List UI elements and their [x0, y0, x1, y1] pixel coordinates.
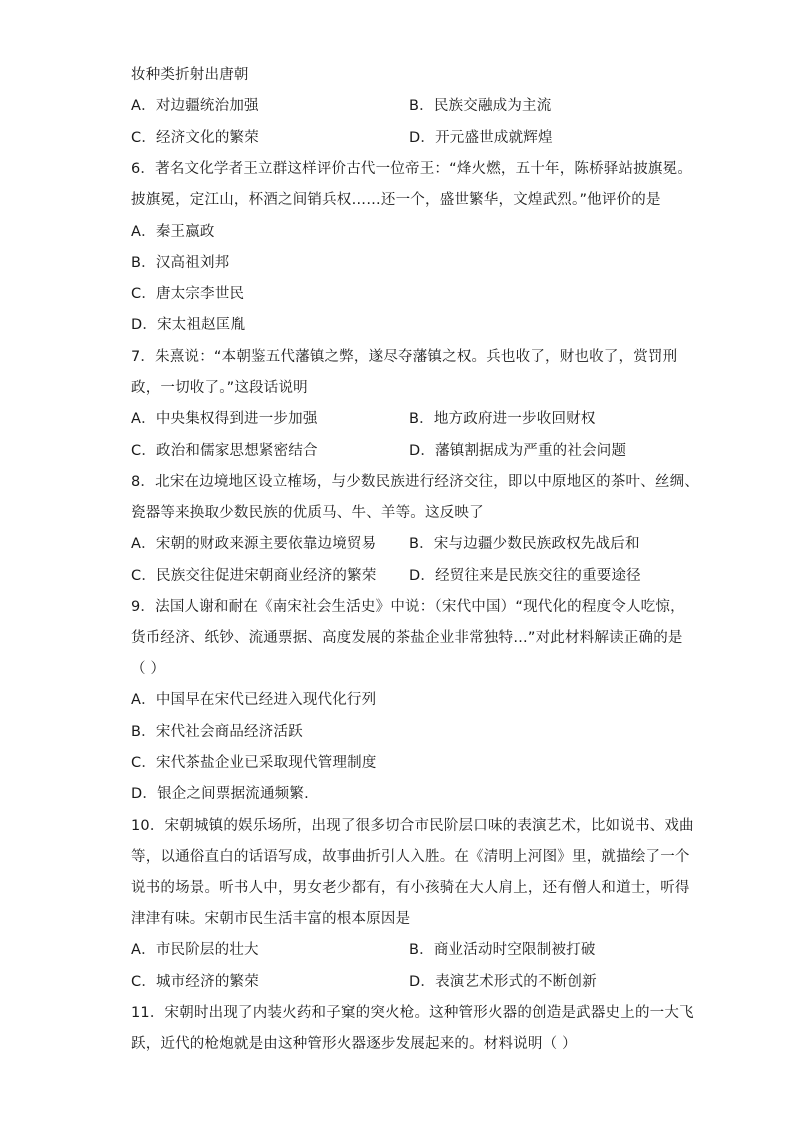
question-10-option-c: C．城市经济的繁荣	[131, 974, 259, 990]
question-10-stem-line-3: 说书的场景。听书人中，男女老少都有，有小孩骑在大人肩上，还有僧人和道士，听得	[131, 880, 690, 896]
question-10-stem-line-1: 10．宋朝城镇的娱乐场所，出现了很多切合市民阶层口味的表演艺术，比如说书、戏曲	[131, 818, 694, 834]
question-11-stem-line-2: 跃，近代的枪炮就是由这种管形火器逐步发展起来的。材料说明（ ）	[131, 1036, 577, 1052]
question-8-option-d: D．经贸往来是民族交往的重要途径	[409, 568, 641, 584]
question-7-option-b: B．地方政府进一步收回财权	[409, 411, 596, 427]
question-10-option-d: D．表演艺术形式的不断创新	[409, 974, 597, 990]
question-9-stem-line-2: 货币经济、纸钞、流通票据、高度发展的茶盐企业非常独特…”对此材料解读正确的是	[131, 630, 683, 646]
question-5-option-d: D．开元盛世成就辉煌	[409, 130, 553, 146]
question-9-stem-line-1: 9．法国人谢和耐在《南宋社会生活史》中说：（宋代中国）“现代化的程度令人吃惊，	[131, 599, 685, 615]
question-8-stem-line-1: 8．北宋在边境地区设立榷场，与少数民族进行经济交往，即以中原地区的茶叶、丝绸、	[131, 474, 700, 490]
question-9-option-a: A．中国早在宋代已经进入现代化行列	[131, 692, 377, 708]
question-6-option-c: C．唐太宗李世民	[131, 286, 245, 302]
question-10-option-a: A．市民阶层的壮大	[131, 942, 259, 958]
question-10-stem-line-2: 等，以通俗直白的话语写成，故事曲折引人入胜。在《清明上河图》里，就描绘了一个	[131, 849, 690, 865]
question-10-stem-line-4: 津津有味。宋朝市民生活丰富的根本原因是	[131, 911, 411, 927]
question-5-option-b: B．民族交融成为主流	[409, 98, 552, 114]
question-11-stem-line-1: 11．宋朝时出现了内装火药和子窠的突火枪。这种管形火器的创造是武器史上的一大飞	[131, 1005, 694, 1021]
question-8-stem-line-2: 瓷器等来换取少数民族的优质马、牛、羊等。这反映了	[131, 505, 484, 521]
question-5-option-a: A．对边疆统治加强	[131, 98, 259, 114]
question-5-stem-tail: 妆种类折射出唐朝	[131, 67, 249, 83]
question-7-option-c: C．政治和儒家思想紧密结合	[131, 443, 318, 459]
question-8-option-a: A．宋朝的财政来源主要依靠边境贸易	[131, 536, 377, 552]
question-7-option-d: D．藩镇割据成为严重的社会问题	[409, 443, 627, 459]
question-7-stem-line-2: 政，一切收了。”这段话说明	[131, 380, 308, 396]
question-8-option-c: C．民族交往促进宋朝商业经济的繁荣	[131, 568, 377, 584]
question-9-option-d: D．银企之间票据流通频繁.	[131, 786, 309, 802]
question-7-stem-line-1: 7．朱熹说：“本朝鉴五代藩镇之弊，遂尽夺藩镇之权。兵也收了，财也收了，赏罚刑	[131, 349, 678, 365]
question-9-answer-blank: （ ）	[131, 661, 166, 677]
question-6-stem-line-2: 披旗冕，定江山，杯酒之间销兵权……还一个，盛世繁华，文煌武烈。”他评价的是	[131, 192, 661, 208]
question-10-option-b: B．商业活动时空限制被打破	[409, 942, 596, 958]
question-7-option-a: A．中央集权得到进一步加强	[131, 411, 318, 427]
question-9-option-b: B．宋代社会商品经济活跃	[131, 724, 303, 740]
question-6-option-a: A．秦王嬴政	[131, 224, 215, 240]
question-9-option-c: C．宋代茶盐企业已采取现代管理制度	[131, 755, 377, 771]
question-5-option-c: C．经济文化的繁荣	[131, 130, 259, 146]
question-6-stem-line-1: 6．著名文化学者王立群这样评价古代一位帝王：“烽火燃，五十年，陈桥驿站披旗冕。	[131, 161, 693, 177]
question-6-option-b: B．汉高祖刘邦	[131, 255, 230, 271]
question-6-option-d: D．宋太祖赵匡胤	[131, 317, 246, 333]
question-8-option-b: B．宋与边疆少数民族政权先战后和	[409, 536, 640, 552]
